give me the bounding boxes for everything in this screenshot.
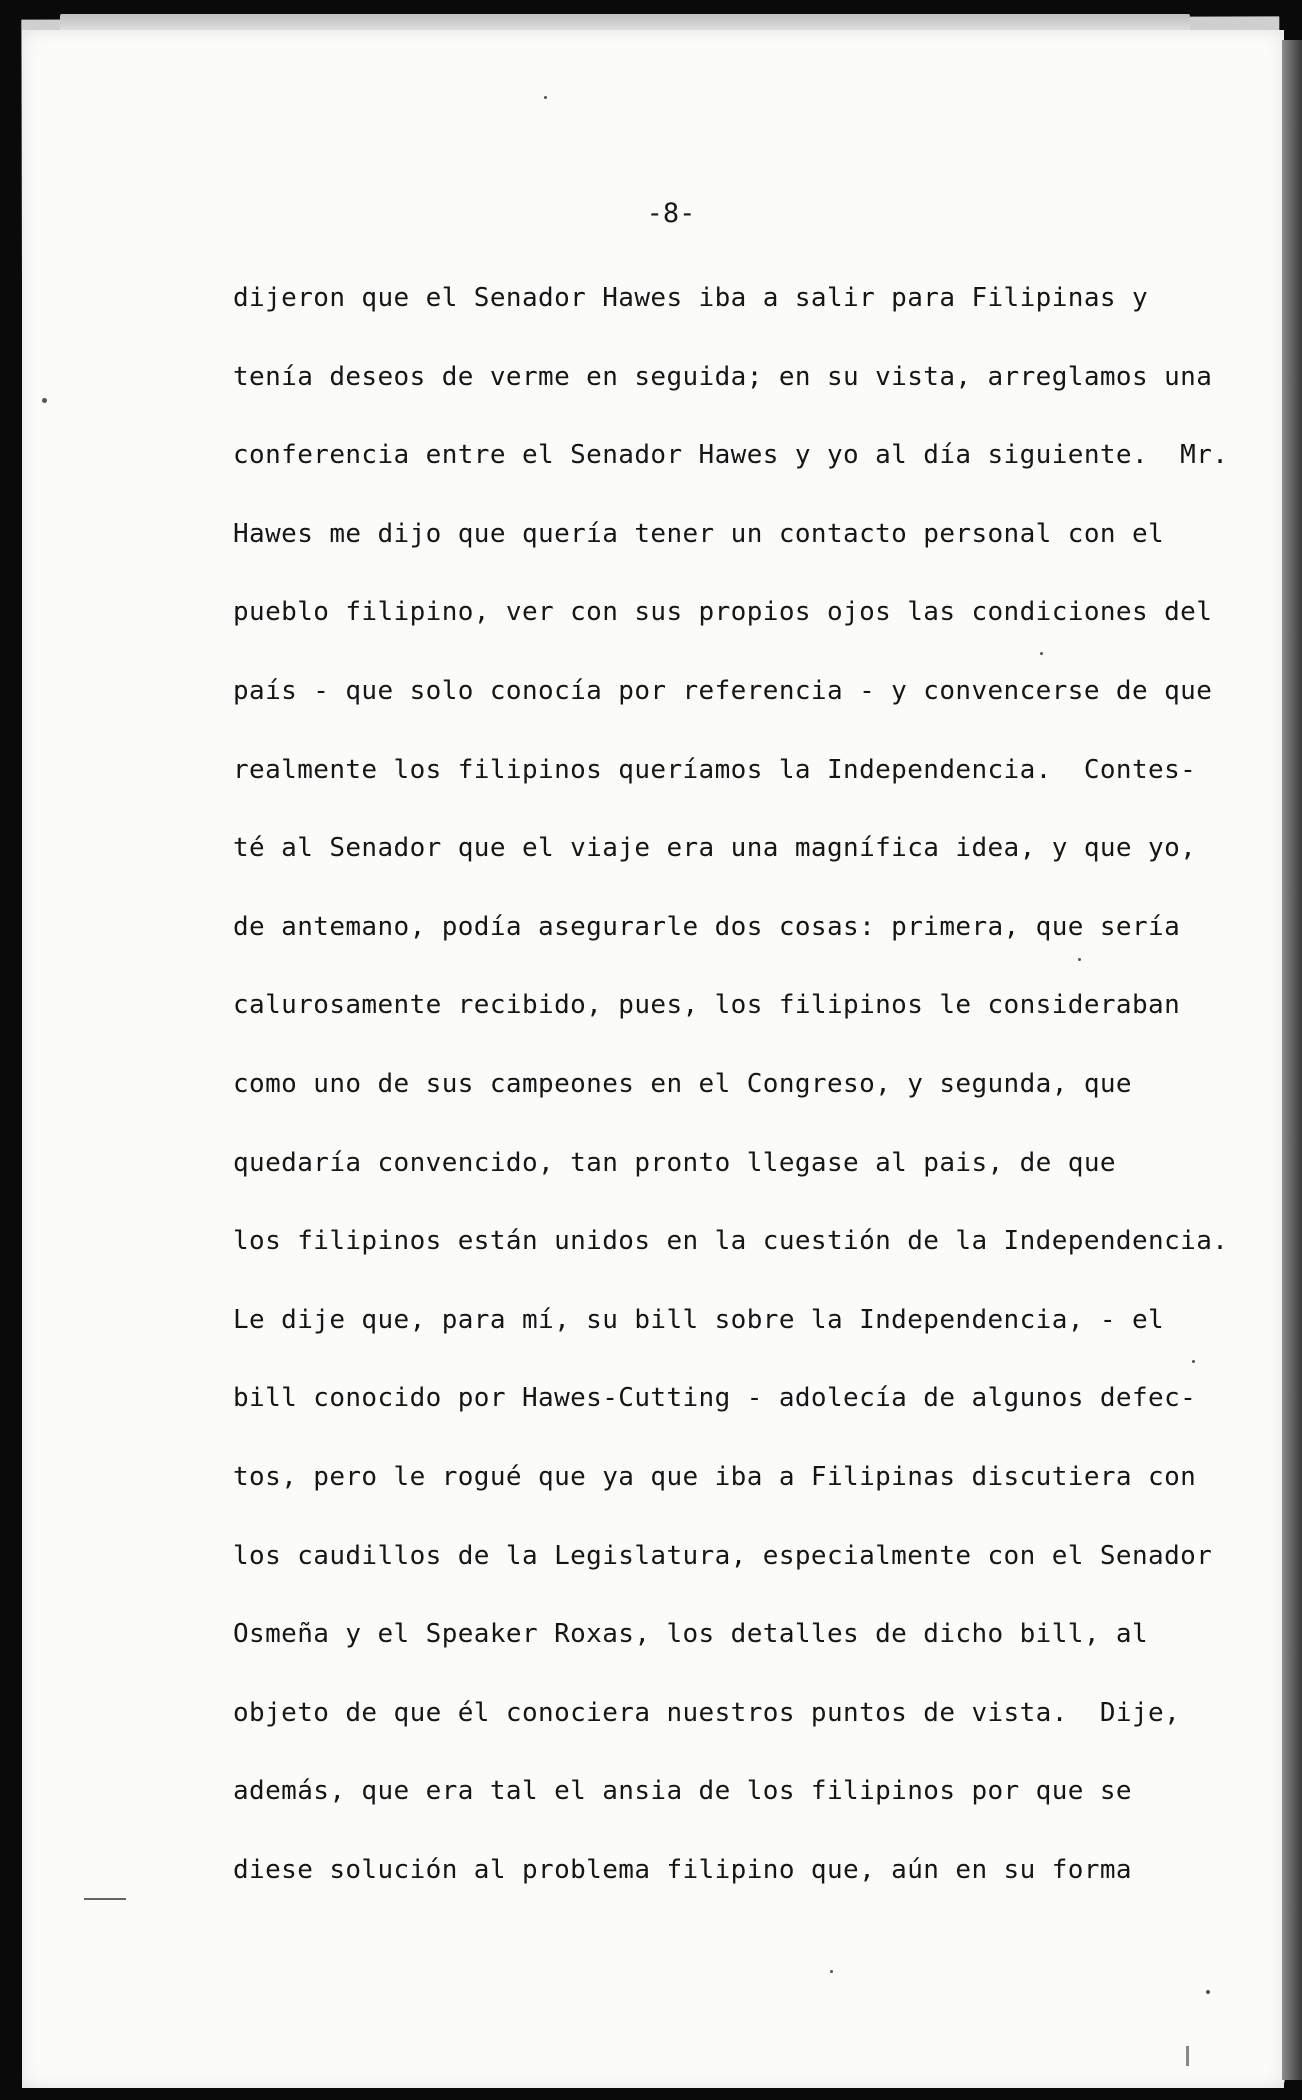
dust-speck bbox=[1206, 1990, 1210, 1994]
margin-pencil-mark bbox=[1186, 2046, 1189, 2066]
text-line: los caudillos de la Legislatura, especialmente con el Senador bbox=[233, 1540, 1213, 1571]
text-line: como uno de sus campeones en el Congreso, y segunda, que bbox=[233, 1068, 1132, 1099]
text-line: té al Senador que el viaje era una magnífica idea, y que yo, bbox=[233, 833, 1197, 864]
dust-speck bbox=[544, 96, 547, 99]
text-line: quedaría convencido, tan pronto llegase al pais, de que bbox=[233, 1147, 1116, 1178]
text-line: dijeron que el Senador Hawes iba a salir para Filipinas y bbox=[233, 283, 1149, 313]
text-line: realmente los filipinos queríamos la Independencia. Contes- bbox=[233, 754, 1197, 785]
page-number: -8- bbox=[646, 198, 696, 229]
text-line: pueblo filipino, ver con sus propios ojos las condiciones del bbox=[233, 597, 1213, 628]
text-line: país - que solo conocía por referencia - y convencerse de que bbox=[233, 675, 1213, 706]
dust-speck bbox=[42, 398, 47, 403]
dust-speck bbox=[1040, 652, 1043, 655]
margin-pencil-mark bbox=[84, 1898, 126, 1900]
text-line: de antemano, podía asegurarle dos cosas: primera, que sería bbox=[233, 911, 1181, 942]
text-line: conferencia entre el Senador Hawes y yo al día siguiente. Mr. bbox=[233, 440, 1229, 471]
dust-speck bbox=[830, 1970, 833, 1973]
text-line: objeto de que él conociera nuestros puntos de vista. Dije, bbox=[233, 1697, 1181, 1728]
text-line: tos, pero le rogué que ya que iba a Filipinas discutiera con bbox=[233, 1461, 1197, 1492]
text-line: diese solución al problema filipino que, aún en su forma bbox=[233, 1854, 1132, 1885]
text-line: bill conocido por Hawes-Cutting - adolecía de algunos defec- bbox=[233, 1383, 1197, 1414]
text-line: calurosamente recibido, pues, los filipinos le consideraban bbox=[233, 990, 1181, 1021]
typewritten-body bbox=[233, 278, 1243, 1928]
dust-speck bbox=[1192, 1360, 1195, 1363]
text-line: Hawes me dijo que quería tener un contacto personal con el bbox=[233, 518, 1165, 549]
text-line: los filipinos están unidos en la cuestión de la Independencia. bbox=[233, 1226, 1229, 1257]
dust-speck bbox=[1078, 958, 1081, 961]
text-line: Osmeña y el Speaker Roxas, los detalles de dicho bill, al bbox=[233, 1619, 1149, 1650]
text-line: Le dije que, para mí, su bill sobre la Independencia, - el bbox=[233, 1304, 1165, 1335]
page-right-edge-shadow bbox=[1282, 40, 1302, 2080]
text-line: además, que era tal el ansia de los filipinos por que se bbox=[233, 1776, 1132, 1807]
text-line: tenía deseos de verme en seguida; en su vista, arreglamos una bbox=[233, 361, 1213, 392]
